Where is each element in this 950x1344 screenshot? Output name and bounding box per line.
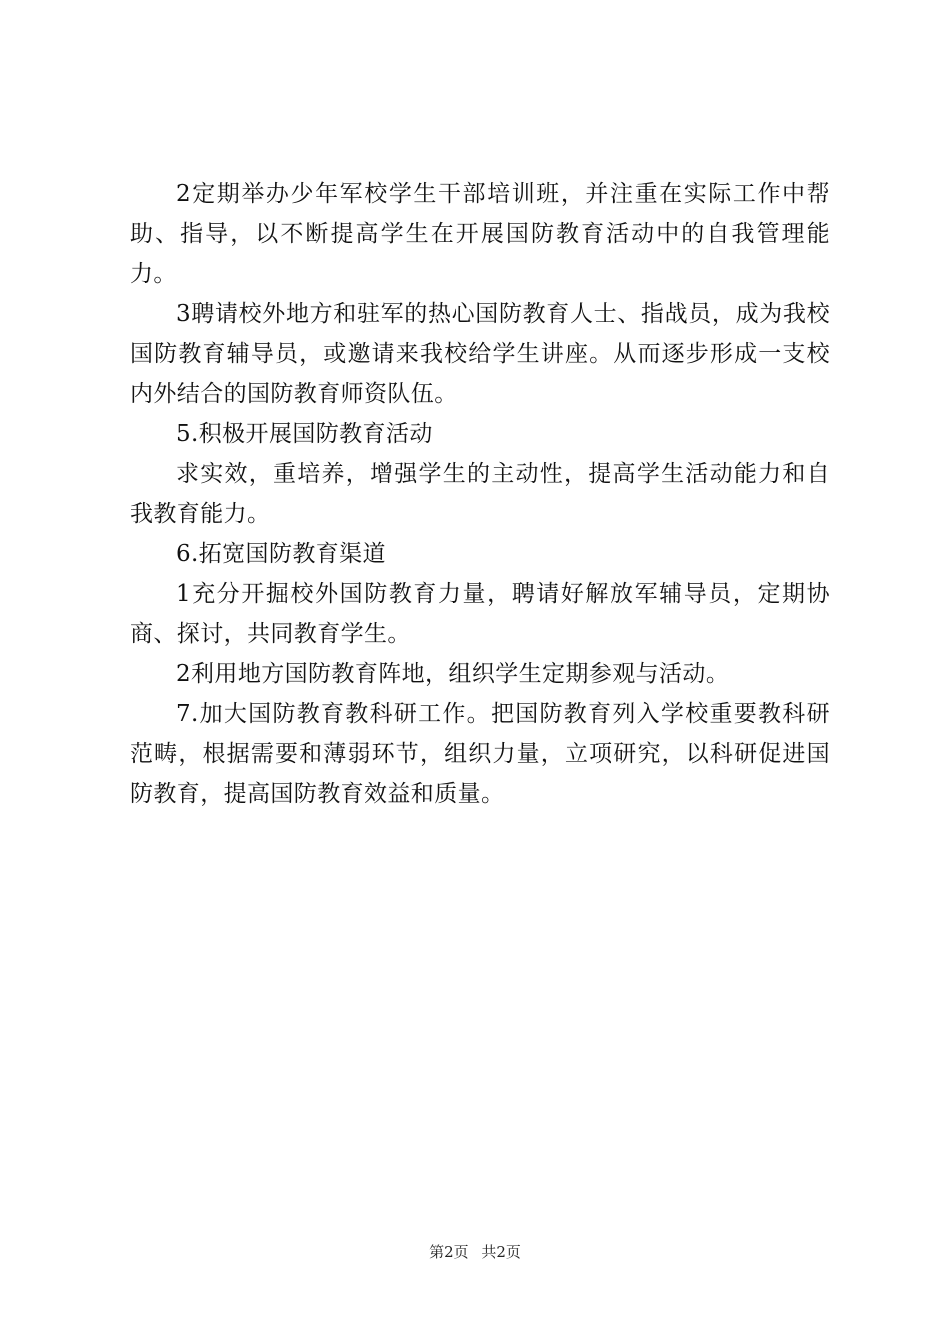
paragraph: 7.加大国防教育教科研工作。把国防教育列入学校重要教科研范畴，根据需要和薄弱环节，组织力量，立项研究，以科研促进国防教育，提高国防教育效益和质量。	[130, 701, 830, 807]
page-number: 第2页	[429, 1243, 469, 1261]
paragraph: 3聘请校外地方和驻军的热心国防教育人士、指战员，成为我校国防教育辅导员，或邀请来我校给学生讲座。从而逐步形成一支校内外结合的国防教育师资队伍。	[130, 301, 830, 407]
section-heading: 5.积极开展国防教育活动	[176, 421, 433, 447]
paragraph: 求实效，重培养，增强学生的主动性，提高学生活动能力和自我教育能力。	[130, 461, 830, 527]
paragraph: 2利用地方国防教育阵地，组织学生定期参观与活动。	[176, 661, 730, 687]
section-heading: 6.拓宽国防教育渠道	[176, 541, 386, 567]
document-body	[130, 174, 830, 814]
paragraph: 2定期举办少年军校学生干部培训班，并注重在实际工作中帮助、指导，以不断提高学生在开展国防教育活动中的自我管理能力。	[130, 181, 830, 287]
page-total: 共2页	[481, 1243, 521, 1261]
page-footer	[0, 1242, 950, 1262]
paragraph: 1充分开掘校外国防教育力量，聘请好解放军辅导员，定期协商、探讨，共同教育学生。	[130, 581, 830, 647]
